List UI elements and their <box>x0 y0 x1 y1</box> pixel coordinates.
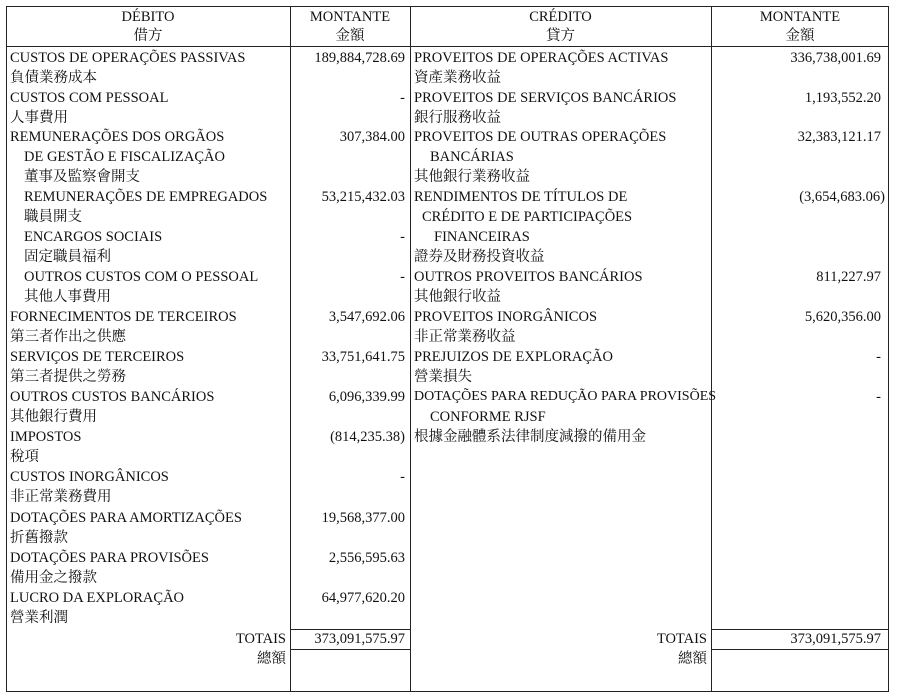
debit-amount-header-zh: 金額 <box>335 28 365 44</box>
credit-label-pt: DOTAÇÕES PARA REDUÇÃO PARA PROVISÕES <box>414 389 717 404</box>
credit-label-zh: 根據金融體系法律制度減撥的備用金 <box>414 429 646 445</box>
header-bottom-rule <box>6 46 889 47</box>
credit-total-underline <box>711 649 889 650</box>
credit-label-zh: 其他銀行業務收益 <box>414 169 530 185</box>
credit-value: 32,383,121.17 <box>797 129 881 145</box>
debit-totals-label-zh: 總額 <box>257 651 286 667</box>
debit-label-pt: LUCRO DA EXPLORAÇÃO <box>10 590 185 606</box>
debit-value: 189,884,728.69 <box>314 50 405 66</box>
credit-label-pt-cont: BANCÁRIAS <box>430 149 514 165</box>
credit-label-pt: PROVEITOS INORGÂNICOS <box>414 309 598 325</box>
debit-label-zh: 第三者提供之勞務 <box>10 369 126 385</box>
credit-label-pt-cont: FINANCEIRAS <box>434 229 530 245</box>
credit-value: (3,654,683.06) <box>799 189 885 205</box>
debit-value: - <box>400 90 405 106</box>
debit-label-zh: 職員開支 <box>24 209 82 225</box>
credit-label-pt: RENDIMENTOS DE TÍTULOS DE <box>414 189 628 205</box>
debit-label-zh: 人事費用 <box>10 110 68 126</box>
credit-header-pt: CRÉDITO <box>529 9 592 25</box>
right-border <box>888 6 889 692</box>
debit-label-zh: 營業利潤 <box>10 610 68 626</box>
debit-header-pt: DÉBITO <box>121 9 175 25</box>
credit-label-zh: 營業損失 <box>414 369 472 385</box>
debit-value: 64,977,620.20 <box>321 590 405 606</box>
credit-total-value: 373,091,575.97 <box>790 631 881 647</box>
debit-value: - <box>400 469 405 485</box>
credit-totals-label: TOTAIS <box>656 631 707 647</box>
debit-label-zh: 稅項 <box>10 449 39 465</box>
debit-label-pt: OUTROS CUSTOS COM O PESSOAL <box>24 269 259 285</box>
debit-value: - <box>400 269 405 285</box>
debit-label-zh: 非正常業務費用 <box>10 489 112 505</box>
debit-label-pt: SERVIÇOS DE TERCEIROS <box>10 349 185 365</box>
credit-totals-label-zh: 總額 <box>678 651 707 667</box>
debit-value: 2,556,595.63 <box>328 550 405 566</box>
debit-value: 19,568,377.00 <box>321 510 405 526</box>
credit-label-pt: PROVEITOS DE OPERAÇÕES ACTIVAS <box>414 50 669 66</box>
profit-loss-table <box>6 6 890 692</box>
debit-label-pt: ENCARGOS SOCIAIS <box>24 229 163 245</box>
debit-label-pt: OUTROS CUSTOS BANCÁRIOS <box>10 389 215 405</box>
debit-label-zh: 固定職員福利 <box>24 249 111 265</box>
debit-value: - <box>400 229 405 245</box>
top-border <box>6 6 889 7</box>
debit-total-underline <box>290 649 411 650</box>
left-border <box>6 6 7 692</box>
debit-header-zh: 借方 <box>133 28 163 44</box>
debit-label-pt: DOTAÇÕES PARA PROVISÕES <box>10 550 209 566</box>
debit-amount-header-pt: MONTANTE <box>309 9 391 25</box>
debit-label-zh: 其他銀行費用 <box>10 409 97 425</box>
debit-label-zh: 董事及監察會開支 <box>24 169 140 185</box>
debit-totals-label: TOTAIS <box>235 631 286 647</box>
debit-label-pt: CUSTOS COM PESSOAL <box>10 90 169 106</box>
debit-label-pt: CUSTOS INORGÂNICOS <box>10 469 169 485</box>
debit-value: 33,751,641.75 <box>321 349 405 365</box>
credit-label-zh: 證券及財務投資收益 <box>414 249 545 265</box>
debit-label-zh: 備用金之撥款 <box>10 570 97 586</box>
credit-value: 811,227.97 <box>816 269 881 285</box>
credit-label-pt: PROVEITOS DE SERVIÇOS BANCÁRIOS <box>414 90 677 106</box>
debit-value: 307,384.00 <box>339 129 405 145</box>
debit-value: 3,547,692.06 <box>328 309 405 325</box>
credit-label-pt-cont: CONFORME RJSF <box>430 409 546 425</box>
debit-value: (814,235.38) <box>330 429 405 445</box>
debit-label-zh: 第三者作出之供應 <box>10 329 126 345</box>
credit-label-pt-cont: CRÉDITO E DE PARTICIPAÇÕES <box>422 209 633 225</box>
debit-total-value: 373,091,575.97 <box>314 631 405 647</box>
credit-label-zh: 其他銀行收益 <box>414 289 501 305</box>
credit-value: - <box>876 389 881 405</box>
credit-value: 5,620,356.00 <box>804 309 881 325</box>
credit-label-pt: OUTROS PROVEITOS BANCÁRIOS <box>414 269 643 285</box>
credit-value: - <box>876 349 881 365</box>
credit-label-pt: PREJUIZOS DE EXPLORAÇÃO <box>414 349 613 365</box>
credit-header-zh: 貸方 <box>546 28 575 44</box>
credit-label-zh: 資產業務收益 <box>414 70 501 86</box>
debit-label-zh: 折舊撥款 <box>10 530 68 546</box>
debit-label-pt-cont: DE GESTÃO E FISCALIZAÇÃO <box>24 149 225 165</box>
credit-label-zh: 銀行服務收益 <box>414 110 501 126</box>
debit-label-pt: REMUNERAÇÕES DE EMPREGADOS <box>24 189 268 205</box>
debit-value: 6,096,339.99 <box>328 389 405 405</box>
bottom-border <box>6 691 889 692</box>
debit-value: 53,215,432.03 <box>321 189 405 205</box>
debit-label-zh: 其他人事費用 <box>24 289 111 305</box>
credit-amount-header-pt: MONTANTE <box>759 9 841 25</box>
center-divider <box>410 6 411 692</box>
debit-label-zh: 負債業務成本 <box>10 70 97 86</box>
debit-label-pt: CUSTOS DE OPERAÇÕES PASSIVAS <box>10 50 246 66</box>
credit-value: 1,193,552.20 <box>804 90 881 106</box>
credit-value: 336,738,001.69 <box>790 50 881 66</box>
debit-label-pt: FORNECIMENTOS DE TERCEIROS <box>10 309 237 325</box>
debit-label-pt: DOTAÇÕES PARA AMORTIZAÇÕES <box>10 510 242 526</box>
debit-label-pt: IMPOSTOS <box>10 429 82 445</box>
debit-label-pt: REMUNERAÇÕES DOS ORGÃOS <box>10 129 225 145</box>
credit-amount-header-zh: 金額 <box>785 28 815 44</box>
credit-label-pt: PROVEITOS DE OUTRAS OPERAÇÕES <box>414 129 667 145</box>
credit-label-zh: 非正常業務收益 <box>414 329 516 345</box>
